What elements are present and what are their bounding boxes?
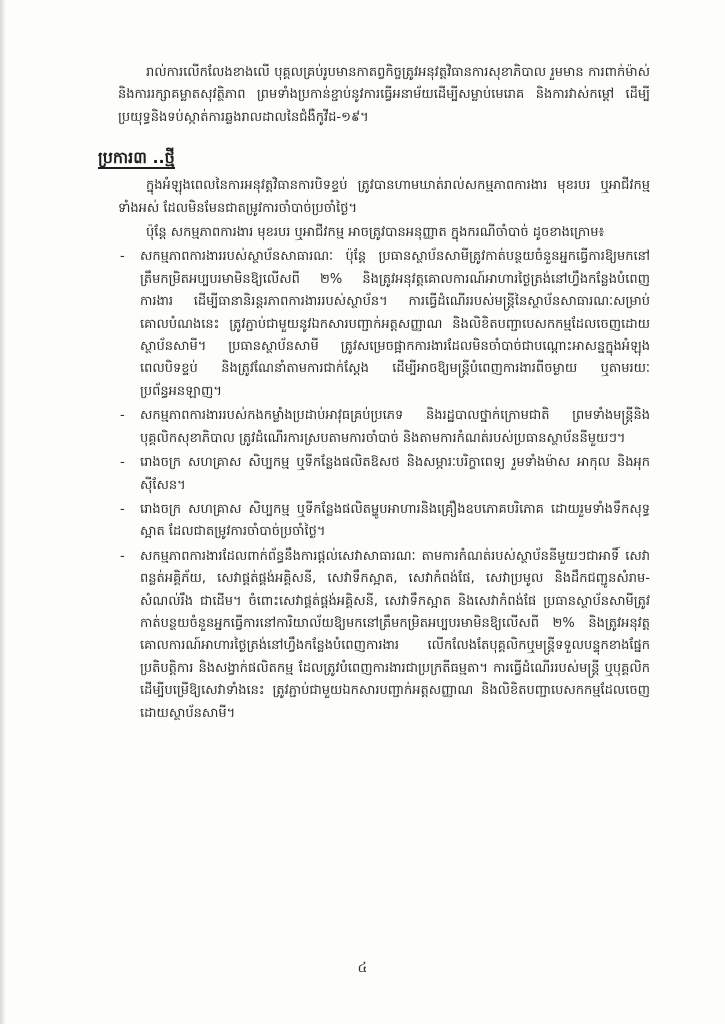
list-item-text: រោងចក្រ សហគ្រាស សិប្បកម្ម ឬទីកន្លែងផលិតឱសថ និងសម្ភារៈបរិក្ខាពេទ្យ រួមទាំងម៉ាស អាកុល និងអុកស៊ីសែន។ bbox=[140, 455, 650, 493]
section-heading bbox=[98, 147, 650, 169]
bullet-dash: - bbox=[120, 548, 125, 564]
list-item-text: រោងចក្រ សហគ្រាស សិប្បកម្ម ឬទីកន្លែងផលិតម្ហូបអាហារនិងគ្រឿងឧបភោគបរិភោគ ដោយរួមទាំងទឹកសុទ្ធស្អាត ដែលជាតម្រូវការចាំបាច់ប្រចាំថ្ងៃ។ bbox=[140, 501, 650, 540]
list-item-text: សកម្មភាពការងារដែលពាក់ព័ន្ធនឹងការផ្តល់សេវាសាធារណៈ តាមការកំណត់របស់ស្ថាប័ននីមួយៗជាអាទិ៍ សេវាពន្លត់អគ្គិភ័យ, សេវាផ្គត់ផ្គង់អគ្គិសនី, សេវាទឹកស្អាត, សេវាកំពង់ផែ, សេវាប្រមូល និងដឹកជញ្ជូនសំរាម-សំណល់រឹង ជាដើម។ ចំពោះសេវាផ្គត់ផ្គង់អគ្គិសនី, សេវាទឹកស្អាត និងសេវាកំពង់ផែ ប្រធានស្ថាប័នសាមីត្រូវកាត់បន្ថយចំនួនអ្នកធ្វើការនៅការិយាល័យឱ្យមកនៅត្រឹមកម្រិតអប្បបរមាមិនឱ្យលើសពី ២% និងត្រូវអនុវត្តគោលការណ៍អាហារថ្ងៃត្រង់នៅហ្វឹងកន្លែងបំពេញការងារ លើកលែងតែបុគ្គលិកឬមន្ត្រីទទួលបន្ទុកខាងផ្នែកប្រតិបត្តិការ និងសង្វាក់ផលិតកម្ម ដែលត្រូវបំពេញការងារជាប្រក្រតីធម្មតា។ ការធ្វើដំណើររបស់មន្ត្រី ឬបុគ្គលិកដើម្បីបម្រើឱ្យសេវាទាំងនេះ ត្រូវភ្ជាប់ជាមួយឯកសារបញ្ជាក់អត្តសញ្ញាណ និងលិខិតបញ្ជាបេសកកម្មដែលចេញដោយស្ថាប័នសាមី។ bbox=[140, 548, 650, 721]
bullet-dash: - bbox=[120, 455, 125, 471]
document-body bbox=[98, 62, 650, 725]
section-heading-text: ប្រការ៣ ..ថ្មី bbox=[98, 148, 175, 168]
exception-list bbox=[118, 246, 650, 725]
scan-edge-shadow bbox=[0, 0, 6, 1024]
list-item bbox=[118, 405, 650, 450]
section-paragraph-2: ប៉ុន្តែ សកម្មភាពការងារ មុខរបរ ឬអាជីវកម្ម អាចត្រូវបានអនុញ្ញាត ក្នុងករណីចាំបាច់ ដូចខាងក្រោម៖ bbox=[146, 225, 605, 241]
list-item bbox=[118, 452, 650, 497]
list-item bbox=[118, 246, 650, 403]
bullet-dash: - bbox=[120, 408, 125, 424]
intro-paragraph: រាល់ការលើកលែងខាងលើ បុគ្គលគ្រប់រូបមានកាតព្វកិច្ចត្រូវអនុវត្តវិធានការសុខាភិបាល រួមមាន ការពាក់ម៉ាស់ និងការរក្សាគម្លាតសុវត្ថិភាព ព្រមទាំងប្រកាន់ខ្ជាប់នូវការធ្វើអនាម័យដើម្បីសម្លាប់មេរោគ និងការវាស់កម្តៅ ដើម្បីប្រយុទ្ធនិងទប់ស្កាត់ការឆ្លងរាលដាលនៃជំងឺកូវីដ-១៩។ bbox=[118, 65, 650, 125]
section-paragraph-1: ក្នុងអំឡុងពេលនៃការអនុវត្តវិធានការបិទខ្ទប់ ត្រូវបានហាមឃាត់រាល់សកម្មភាពការងារ មុខរបរ ឬអាជីវកម្មទាំងអស់ ដែលមិនមែនជាតម្រូវការចាំបាច់ប្រចាំថ្ងៃ។ bbox=[118, 178, 650, 216]
list-item-text: សកម្មភាពការងាររបស់ស្ថាប័នសាធារណៈ ប៉ុន្តែ ប្រធានស្ថាប័នសាមីត្រូវកាត់បន្ថយចំនួនអ្នកធ្វើការឱ្យមកនៅត្រឹមកម្រិតអប្បបរមាមិនឱ្យលើសពី ២% និងត្រូវអនុវត្តគោលការណ៍អាហារថ្ងៃត្រង់នៅហ្វឹងកន្លែងបំពេញការងារ ដើម្បីធានានិរន្តរភាពការងាររបស់ស្ថាប័ន។ ការធ្វើដំណើររបស់មន្ត្រីនៃស្ថាប័នសាធារណៈសម្រាប់គោលបំណងនេះ ត្រូវភ្ជាប់ជាមួយនូវឯកសារបញ្ជាក់អត្តសញ្ញាណ និងលិខិតបញ្ជាបេសកកម្មដែលចេញដោយស្ថាប័នសាមី។ ប្រធានស្ថាប័នសាមី ត្រូវសម្រេចផ្អាកការងារដែលមិនចាំបាច់ជាបណ្តោះអាសន្នក្នុងអំឡុងពេលបិទខ្ទប់ និងត្រូវណែនាំតាមការជាក់ស្តែង ដើម្បីអាចឱ្យមន្ត្រីបំពេញការងារពីចម្ងាយ ឬតាមរយៈប្រព័ន្ធអនឡាញ។ bbox=[140, 249, 650, 399]
list-item bbox=[118, 546, 650, 725]
bullet-dash: - bbox=[120, 249, 125, 265]
page-number: ៤ bbox=[357, 960, 368, 976]
list-item bbox=[118, 499, 650, 544]
bullet-dash: - bbox=[120, 501, 125, 517]
list-item-text: សកម្មភាពការងាររបស់កងកម្លាំងប្រដាប់អាវុធគ្រប់ប្រភេទ និងរដ្ឋបាលថ្នាក់ក្រោមជាតិ ព្រមទាំងមន្ត្រីនិងបុគ្គលិកសុខាភិបាល ត្រូវដំណើរការស្របតាមការចាំបាច់ និងតាមការកំណត់របស់ប្រធានស្ថាប័ននីមួយៗ។ bbox=[140, 408, 650, 446]
